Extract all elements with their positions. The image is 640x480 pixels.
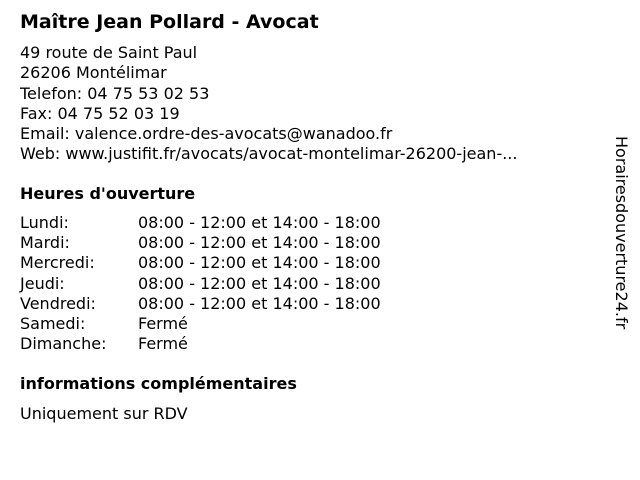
phone-number: Telefon: 04 75 53 02 53 [20,83,210,103]
hours-value: 08:00 - 12:00 et 14:00 - 18:00 [138,293,381,313]
hours-day-label: Lundi: [20,213,69,232]
hours-value: 08:00 - 12:00 et 14:00 - 18:00 [138,233,381,253]
info-heading: informations complémentaires [20,374,297,393]
fax-number: Fax: 04 75 52 03 19 [20,103,180,123]
hours-row-tuesday [20,233,440,253]
hours-value: Fermé [138,313,188,333]
hours-value: 08:00 - 12:00 et 14:00 - 18:00 [138,213,381,232]
website-url: Web: www.justifit.fr/avocats/avocat-montelimar-26200-jean-... [20,144,518,164]
hours-row-sunday [20,334,440,354]
hours-day-label: Mardi: [20,233,70,253]
hours-row-friday [20,294,440,314]
address-street: 49 route de Saint Paul [20,43,198,62]
hours-value: Fermé [138,334,188,354]
hours-row-saturday [20,314,440,334]
hours-row-thursday [20,274,440,294]
contact-block [20,43,517,165]
hours-day-label: Jeudi: [20,273,65,293]
hours-row-monday [20,213,440,233]
hours-day-label: Mercredi: [20,253,95,273]
address-city: 26206 Montélimar [20,63,167,83]
page-title: Maître Jean Pollard - Avocat [20,11,319,33]
hours-row-wednesday [20,253,440,273]
hours-value: 08:00 - 12:00 et 14:00 - 18:00 [138,253,381,273]
opening-hours-table [20,213,440,354]
email-address: Email: valence.ordre-des-avocats@wanadoo.fr [20,124,393,144]
site-watermark: Horairesdouverture24.fr [612,136,631,330]
hours-day-label: Dimanche: [20,334,107,354]
hours-value: 08:00 - 12:00 et 14:00 - 18:00 [138,273,381,293]
hours-heading: Heures d'ouverture [20,184,196,203]
hours-day-label: Vendredi: [20,293,96,313]
info-text: Uniquement sur RDV [20,404,188,423]
hours-day-label: Samedi: [20,313,86,333]
